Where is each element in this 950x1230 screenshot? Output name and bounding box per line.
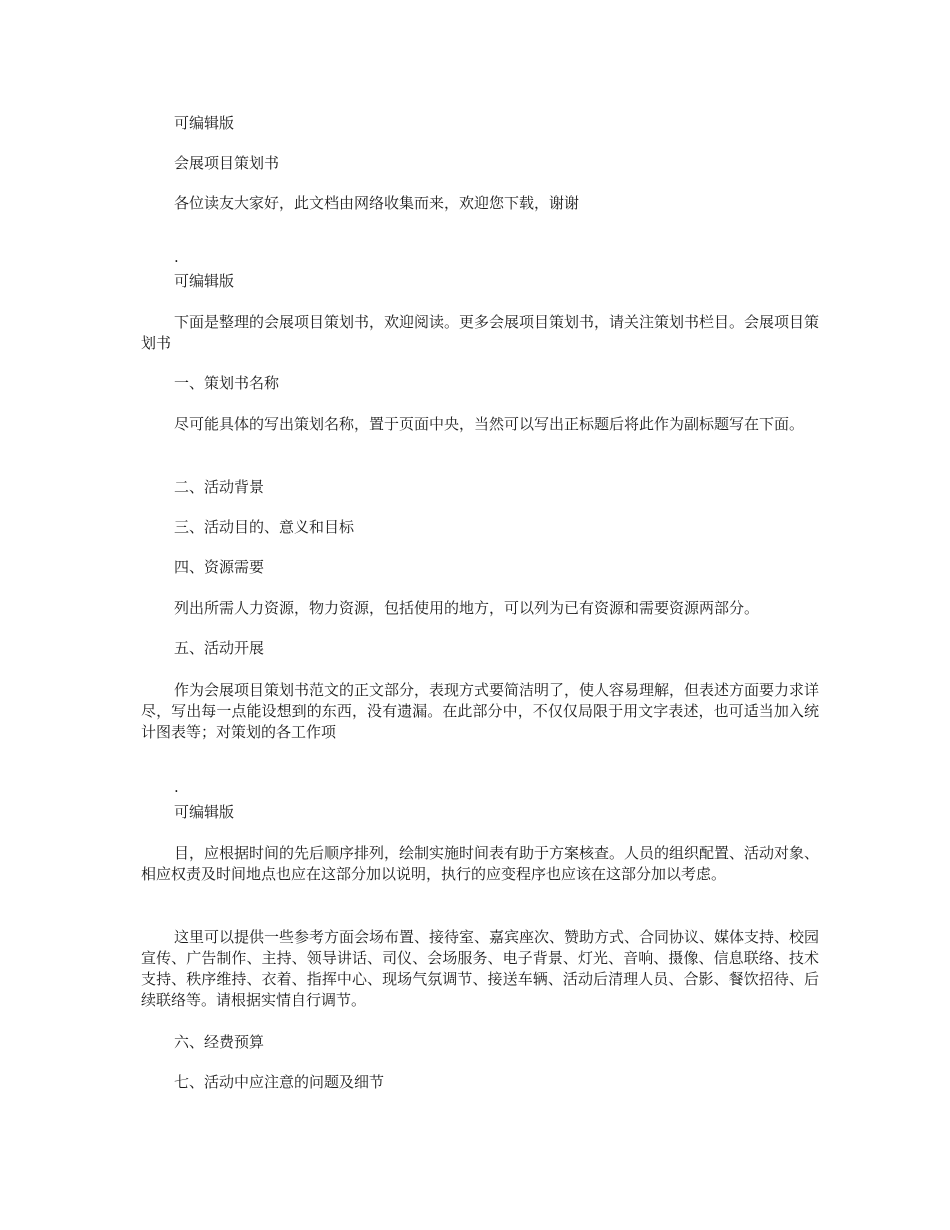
intro-paragraph: 下面是整理的会展项目策划书，欢迎阅读。更多会展项目策划书，请关注策划书栏目。会展项目策划书 bbox=[141, 313, 820, 352]
section-5-body: 作为会展项目策划书范文的正文部分，表现方式要简洁明了，使人容易理解，但表述方面要力求详尽，写出每一点能设想到的东西，没有遗漏。在此部分中，不仅仅局限于用文字表述，也可适当加入统计图表等；对策划的各工作项 bbox=[141, 681, 820, 741]
section-5-continued: 目，应根据时间的先后顺序排列，绘制实施时间表有助于方案核查。人员的组织配置、活动对象、相应权责及时间地点也应在这部分加以说明，执行的应变程序也应该在这部分加以考虑。 bbox=[141, 844, 820, 883]
section-1-body: 尽可能具体的写出策划名称，置于页面中央，当然可以写出正标题后将此作为副标题写在下面。 bbox=[174, 415, 805, 433]
separator-dot: . bbox=[174, 248, 179, 266]
section-heading-4: 四、资源需要 bbox=[174, 558, 265, 576]
section-heading-5: 五、活动开展 bbox=[174, 639, 265, 657]
section-heading-1: 一、策划书名称 bbox=[174, 374, 280, 392]
separator-dot: . bbox=[174, 778, 179, 796]
section-heading-6: 六、经费预算 bbox=[174, 1033, 265, 1051]
document-title: 会展项目策划书 bbox=[174, 154, 280, 172]
section-4-body: 列出所需人力资源，物力资源，包括使用的地方，可以列为已有资源和需要资源两部分。 bbox=[174, 599, 760, 617]
header-editable: 可编辑版 bbox=[174, 272, 235, 290]
reader-greeting: 各位读友大家好，此文档由网络收集而来，欢迎您下载，谢谢 bbox=[174, 194, 580, 212]
header-editable: 可编辑版 bbox=[174, 803, 235, 821]
section-heading-3: 三、活动目的、意义和目标 bbox=[174, 518, 355, 536]
reference-list-paragraph: 这里可以提供一些参考方面会场布置、接待室、嘉宾座次、赞助方式、合同协议、媒体支持、校园宣传、广告制作、主持、领导讲话、司仪、会场服务、电子背景、灯光、音响、摄像、信息联络、技术支持、秩序维持、衣着、指挥中心、现场气氛调节、接送车辆、活动后清理人员、合影、餐饮招待、后续联络等。请根据实情自行调节。 bbox=[141, 928, 820, 1009]
header-editable: 可编辑版 bbox=[174, 114, 235, 132]
section-heading-2: 二、活动背景 bbox=[174, 478, 265, 496]
section-heading-7: 七、活动中应注意的问题及细节 bbox=[174, 1073, 385, 1091]
